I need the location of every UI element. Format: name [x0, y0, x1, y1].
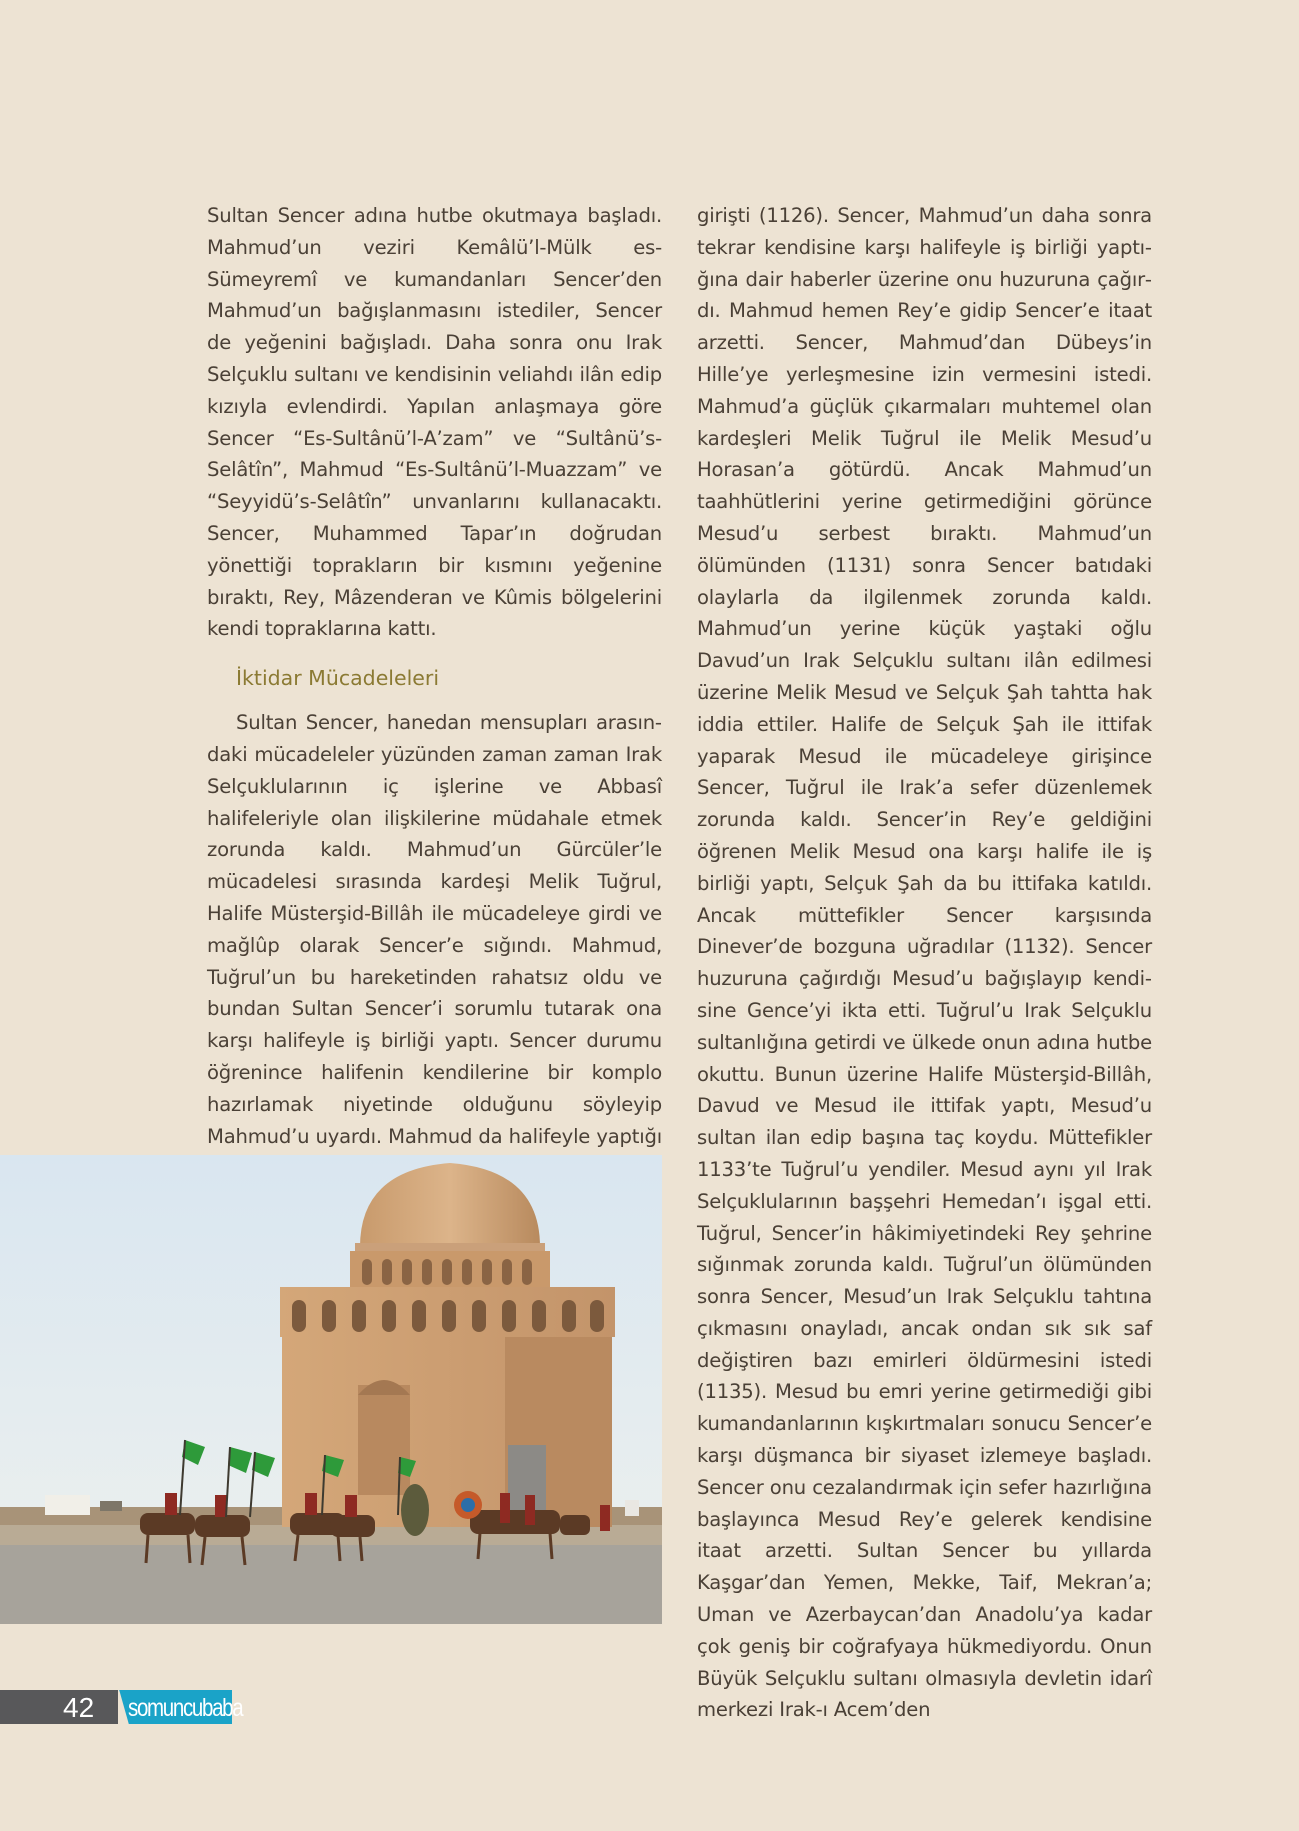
- paragraph: Sultan Sencer adına hutbe okutmaya başladı. Mahmud’un veziri Kemâlü’l-Mülk es-Sümeyremî ve kumandanları Sencer’den Mahmud’un bağışlanmasını istediler, Sencer de yeğenini bağışladı. Daha sonra onu Irak Selçuklu sultanı ve kendisinin veliahdı ilân edip kızıyla evlendirdi. Yapılan anlaşmaya göre Sencer “Es-Sultânü’l-A’zam” ve “Sultânü’s-Selâtîn”, Mahmud “Es-Sultânü’l-Muazzam” ve “Seyyidü’s-Selâtîn” unvanlarını kullanacaktı. Sencer, Muhammed Tapar’ın doğrudan yönettiği toprakların bir kısmını yeğenine bıraktı, Rey, Mâzenderan ve Kûmis bölgelerini kendi topraklarına kattı.: [207, 204, 662, 641]
- page-number: 42: [63, 1692, 95, 1723]
- right-text-column: [697, 200, 1152, 1726]
- mausoleum-photo: [0, 1155, 662, 1624]
- section-heading: İktidar Mücadeleleri: [236, 666, 440, 691]
- paragraph: girişti (1126). Sencer, Mahmud’un daha sonra tekrar kendisine karşı halifeyle iş birliği yaptığına dair haberler üzerine onu huzuruna çağırdı. Mahmud hemen Rey’e gidip Sencer’e itaat arzetti. Sencer, Mahmud’dan Dübeys’in Hille’ye yerleşmesine izin vermesini istedi. Mahmud’a güçlük çıkarmaları muhtemel olan kardeşleri Melik Tuğrul ile Melik Mesud’u Horasan’a götürdü. Ancak Mahmud’un taahhütlerini yerine getirmediğini görünce Mesud’u serbest bıraktı. Mahmud’un ölümünden (1131) sonra Sencer batıdaki olaylarla da ilgilenmek zorunda kaldı. Mahmud’un yerine küçük yaştaki oğlu Davud’un Irak Selçuklu sultanı ilân edilmesi üzerine Melik Mesud ve Selçuk Şah tahtta hak iddia ettiler. Halife de Selçuk Şah ile ittifak yaparak Mesud ile mücadeleye girişince Sencer, Tuğrul ile Irak’a sefer düzenlemek zorunda kaldı. Sencer’in Rey’e geldiğini öğrenen Melik Mesud ona karşı halife ile iş birliği yaptı, Selçuk Şah da bu ittifaka katıldı. Ancak müttefikler Sencer karşısında Dinever’de bozguna uğradılar (1132). Sencer huzuruna çağırdığı Mesud’u bağışlayıp kendisine Gence’yi ikta etti. Tuğrul’u Irak Selçuklu sultanlığına getirdi ve ülkede onun adına hutbe okuttu. Bunun üzerine Halife Müsterşid-Billâh, Davud ve Mesud ile ittifak yaptı, Mesud’u sultan ilan edip başına taç koydu. Müttefikler 1133’te Tuğrul’u yendiler. Mesud aynı yıl Irak Selçuklularının başşehri Hemedan’ı işgal etti. Tuğrul, Sencer’in hâkimiyetindeki Rey şehrine sığınmak zorunda kaldı. Tuğrul’un ölümünden sonra Sencer, Mesud’un Irak Selçuklu tahtına çıkmasını onayladı, ancak ondan sık sık saf değiştiren bazı emirleri öldürmesini istedi (1135). Mesud bu emri yerine getirmediği gibi kumandanlarının kışkırtmaları sonucu Sencer’e karşı düşmanca bir siyaset izlemeye başladı. Sencer onu cezalandırmak için sefer hazırlığına başlayınca Mesud Rey’e gelerek kendisine itaat arzetti. Sultan Sencer bu yıllarda Kaşgar’dan Yemen, Mekke, Taif, Mekran’a; Uman ve Azerbaycan’dan Anadolu’ya kadar çok geniş bir coğrafyaya hükmediyordu. Onun Büyük Selçuklu sultanı olmasıyla devletin idarî merkezi Irak-ı Acem’den: [697, 204, 1152, 1722]
- paragraph: Sultan Sencer, hanedan mensupları arasındaki mücadeleler yüzünden zaman zaman Irak Selçuklularının iç işlerine ve Abbasî halifeleriyle olan ilişkilerine müdahale etmek zorunda kaldı. Mahmud’un Gürcüler’le mücadelesi sırasında kardeşi Melik Tuğrul, Halife Müsterşid-Billâh ile mücadeleye girdi ve mağlûp olarak Sencer’e sığındı. Mahmud, Tuğrul’un bu hareketinden rahatsız oldu ve bundan Sultan Sencer’i sorumlu tutarak ona karşı halifeyle iş birliği yaptı. Sencer durumu öğrenince halifenin kendilerine bir komplo hazırlamak niyetinde olduğunu söyleyip Mahmud’u uyardı. Mahmud da halifeyle yaptığı: [207, 711, 662, 1148]
- brand-logo-text: somuncubaba: [128, 1694, 243, 1722]
- footer-bar: [0, 1690, 118, 1724]
- left-text-column: [207, 200, 662, 1184]
